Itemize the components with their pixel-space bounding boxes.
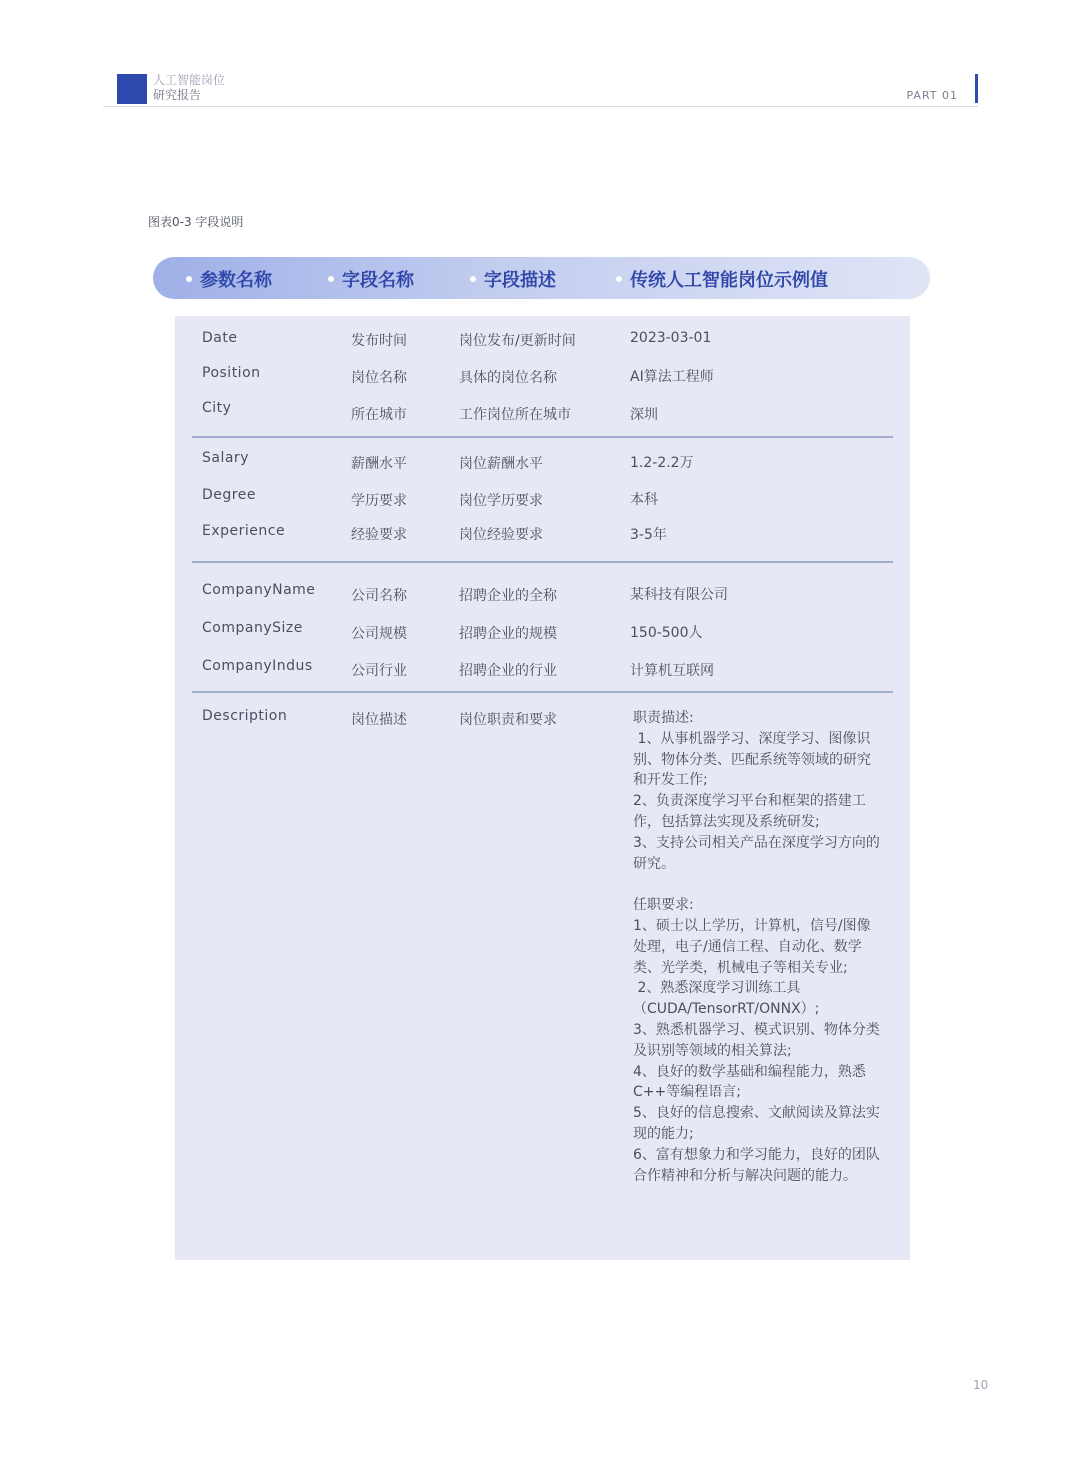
field-cell: 学历要求 [351,493,407,509]
requirement-line: 4、良好的数学基础和编程能力，熟悉 [633,1063,866,1080]
requirement-line: 及识别等领域的相关算法; [633,1042,792,1059]
header-desc: 字段描述 [470,266,556,292]
duty-line: 2、负责深度学习平台和框架的搭建工 [633,793,866,810]
desc-cell: 具体的岗位名称 [459,370,557,386]
requirement-line: 2、熟悉深度学习训练工具 [633,980,801,997]
param-cell: CompanyIndus [202,658,313,674]
example-cell: 本科 [630,492,658,508]
field-cell: 薪酬水平 [351,456,407,472]
bullet-dot-icon [616,276,622,282]
header-param: 参数名称 [186,266,272,292]
param-cell: Date [202,330,238,346]
page-header [103,72,978,108]
page-number: 10 [973,1378,989,1392]
example-cell: 1.2-2.2万 [630,455,694,471]
header-example: 传统人工智能岗位示例值 [616,266,828,292]
desc-cell: 招聘企业的全称 [459,588,557,604]
desc-cell: 招聘企业的规模 [459,626,557,642]
example-cell: 3-5年 [630,527,667,543]
logo-square [117,74,147,104]
param-cell: Degree [202,487,256,503]
description-example [633,708,903,1186]
field-cell: 岗位描述 [351,712,407,728]
field-cell: 发布时间 [351,333,407,349]
duty-line: 研究。 [633,855,675,872]
desc-cell: 招聘企业的行业 [459,663,557,679]
desc-cell: 岗位薪酬水平 [459,456,543,472]
requirement-line: （CUDA/TensorRT/ONNX）; [633,1001,820,1018]
param-cell: CompanySize [202,620,303,636]
report-title-line2: 研究报告 [153,88,202,102]
group-divider [192,436,893,438]
requirement-line: 处理，电子/通信工程、自动化、数学 [633,938,862,955]
field-cell: 经验要求 [351,527,407,543]
desc-cell: 岗位职责和要求 [459,712,557,728]
part-accent-bar [975,74,978,103]
requirement-line: 现的能力; [633,1125,694,1142]
bullet-dot-icon [470,276,476,282]
paragraph-gap [633,874,903,895]
desc-cell: 岗位学历要求 [459,493,543,509]
field-cell: 所在城市 [351,407,407,423]
example-cell: 150-500人 [630,625,703,641]
example-cell: 2023-03-01 [630,330,712,346]
requirement-line: 合作精神和分析与解决问题的能力。 [633,1167,857,1184]
bullet-dot-icon [186,276,192,282]
table-header-bar [153,257,930,299]
desc-cell: 工作岗位所在城市 [459,407,571,423]
desc-cell: 岗位发布/更新时间 [459,333,576,349]
group-divider [192,691,893,693]
param-cell: CompanyName [202,582,316,598]
requirement-line: 3、熟悉机器学习、模式识别、物体分类 [633,1021,880,1038]
group-divider [192,561,893,563]
param-cell: City [202,400,232,416]
requirement-line: 类、光学类，机械电子等相关专业; [633,959,848,976]
requirement-line: C++等编程语言; [633,1084,741,1101]
requirement-line: 1、硕士以上学历，计算机，信号/图像 [633,917,871,934]
requirements-title: 任职要求: [633,897,694,914]
header-divider [103,106,978,107]
report-title [153,73,225,103]
example-cell: 深圳 [630,407,658,423]
field-cell: 公司行业 [351,663,407,679]
report-title-line1: 人工智能岗位 [153,73,226,87]
param-cell: Position [202,365,261,381]
figure-caption: 图表0-3 字段说明 [148,215,244,229]
duty-line: 3、支持公司相关产品在深度学习方向的 [633,834,880,851]
duties-title: 职责描述: [633,710,694,726]
header-field: 字段名称 [328,266,414,292]
duty-line: 1、从事机器学习、深度学习、图像识 [633,730,871,747]
duty-line: 和开发工作; [633,772,708,789]
desc-cell: 岗位经验要求 [459,527,543,543]
table-body [175,316,910,1260]
bullet-dot-icon [328,276,334,282]
param-cell: Experience [202,523,286,539]
param-cell: Description [202,708,288,724]
requirement-line: 5、良好的信息搜索、文献阅读及算法实 [633,1105,880,1122]
duty-line: 别、物体分类、匹配系统等领域的研究 [633,751,871,768]
field-cell: 公司名称 [351,588,407,604]
part-label: PART 01 [906,89,958,102]
example-cell: 计算机互联网 [630,663,714,679]
param-cell: Salary [202,450,249,466]
field-cell: 公司规模 [351,626,407,642]
example-cell: AI算法工程师 [630,369,714,385]
field-cell: 岗位名称 [351,370,407,386]
example-cell: 某科技有限公司 [630,587,728,603]
requirement-line: 6、富有想象力和学习能力，良好的团队 [633,1146,880,1163]
duty-line: 作，包括算法实现及系统研发; [633,813,820,830]
